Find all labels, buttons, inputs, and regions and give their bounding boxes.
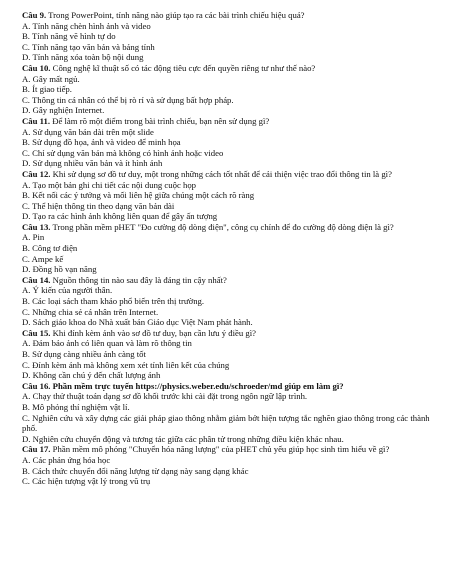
option-b: B. Mô phỏng thí nghiệm vật lí. (22, 401, 130, 412)
question-number: Câu 17. (22, 444, 51, 455)
option-b: B. Cách thức chuyển đổi năng lượng từ dạng này sang dạng khác (22, 465, 249, 476)
option-d: D. Sách giáo khoa do Nhà xuất bản Giáo dục Việt Nam phát hành. (22, 317, 253, 328)
question-17-text (22, 444, 432, 455)
question-10 (22, 63, 432, 116)
option-c: C. Tính năng tạo văn bản và bảng tính (22, 41, 155, 52)
option-a: A. Gây mất ngủ. (22, 73, 80, 84)
option-d: D. Tính năng xóa toàn bộ nội dung (22, 52, 144, 63)
question-stem: Công nghệ kĩ thuật số có tác động tiêu cực đến quyền riêng tư như thế nào? (50, 62, 316, 73)
question-number: Câu 10. (22, 62, 51, 73)
question-stem: Phần mềm mô phỏng "Chuyển hóa năng lượng" của pHET chủ yếu giúp học sinh tìm hiểu về gì? (50, 444, 390, 455)
option-a: A. Ý kiến của người thân. (22, 285, 113, 296)
option-b: B. Sử dụng đồ họa, ảnh và video để minh họa (22, 137, 181, 148)
question-stem: Khi đính kèm ảnh vào sơ đồ tư duy, bạn cần lưu ý điều gì? (50, 327, 256, 338)
option-c: C. Chỉ sử dụng văn bản mà không có hình ảnh hoặc video (22, 147, 224, 158)
option-c: C. Các hiện tượng vật lý trong vũ trụ (22, 476, 151, 487)
question-number: Câu 13. (22, 221, 51, 232)
option-a: A. Tạo một bản ghi chi tiết các nội dung cuộc họp (22, 179, 197, 190)
question-stem: Trong PowerPoint, tính năng nào giúp tạo ra các bài trình chiếu hiệu quả? (46, 10, 305, 20)
question-number: Câu 11. (22, 115, 51, 126)
question-16-text (22, 381, 432, 392)
option-b: B. Ít giao tiếp. (22, 84, 72, 95)
question-stem: Nguồn thông tin nào sau đây là đáng tin cậy nhất? (50, 274, 227, 285)
option-c: C. Thể hiện thông tin theo dạng văn bản dài (22, 200, 175, 211)
question-11-text (22, 116, 432, 127)
option-c: C. Thông tin cá nhân có thể bị rò rỉ và sử dụng bất hợp pháp. (22, 94, 234, 105)
question-stem: Khi sử dụng sơ đồ tư duy, một trong những cách tốt nhất để cải thiện việc trao đổi thông tin là gì? (50, 168, 392, 179)
option-c: C. Đính kèm ảnh mà không xem xét tính liên kết của chúng (22, 359, 230, 370)
option-a: A. Đảm bảo ảnh có liên quan và làm rõ thông tin (22, 338, 192, 349)
question-16 (22, 381, 432, 445)
option-d: D. Không cần chú ý đến chất lượng ảnh (22, 370, 161, 381)
option-d: D. Gây nghiện Internet. (22, 105, 105, 116)
option-a: A. Các phản ứng hóa học (22, 454, 111, 465)
question-11 (22, 116, 432, 169)
question-12-text (22, 169, 432, 180)
question-9-text (22, 10, 432, 21)
question-14 (22, 275, 432, 328)
question-14-text (22, 275, 432, 286)
option-a: A. Sử dụng văn bản dài trên một slide (22, 126, 154, 137)
option-d: D. Nghiên cứu chuyển động và tương tác giữa các phân tử trong những điều kiện khác nhau. (22, 433, 344, 444)
option-b: B. Các loại sách tham khảo phổ biến trên thị trường. (22, 296, 205, 307)
question-10-text (22, 63, 432, 74)
option-d: D. Đồng hồ vạn năng (22, 264, 97, 275)
question-15 (22, 328, 432, 381)
option-c: C. Ampe kế (22, 253, 64, 264)
question-number: Câu 14. (22, 274, 51, 285)
option-c: C. Những chia sẻ cá nhân trên Internet. (22, 306, 159, 317)
option-d: D. Sử dụng nhiều văn bản và ít hình ảnh (22, 158, 163, 169)
question-stem: Trong phần mềm pHET "Đo cường độ dòng điện", công cụ chính để đo cường độ dòng điện là gì? (50, 221, 394, 232)
question-13 (22, 222, 432, 275)
option-b: B. Tính năng vẽ hình tự do (22, 31, 116, 42)
question-13-text (22, 222, 432, 233)
question-stem: Để làm rõ một điểm trong bài trình chiếu, bạn nên sử dụng gì? (50, 115, 270, 126)
question-number: Câu 15. (22, 327, 51, 338)
question-number: Câu 16. Phần mềm trực tuyến https://physics.weber.edu/schroeder/md giúp em làm gì? (22, 380, 344, 391)
question-number: Câu 12. (22, 168, 51, 179)
question-12 (22, 169, 432, 222)
question-15-text (22, 328, 432, 339)
option-c: C. Nghiên cứu và xây dựng các giải pháp giao thông nhằm giảm bớt hiện tượng tắc nghẽn giao thông trong các thành phố. (22, 412, 430, 434)
option-a: A. Chạy thử thuật toán dạng sơ đồ khối trước khi cài đặt trong ngôn ngữ lập trình. (22, 391, 308, 402)
option-a: A. Pin (22, 232, 45, 243)
question-9 (22, 10, 432, 63)
option-b: B. Sử dụng càng nhiều ảnh càng tốt (22, 349, 146, 359)
option-b: B. Kết nối các ý tưởng và mối liên hệ giữa chúng một cách rõ ràng (22, 190, 255, 201)
option-a: A. Tính năng chèn hình ảnh và video (22, 20, 151, 31)
option-d: D. Tạo ra các hình ảnh không liên quan để gây ấn tượng (22, 211, 218, 222)
option-b: B. Công tơ điện (22, 243, 78, 254)
question-17 (22, 444, 432, 486)
question-number: Câu 9. (22, 10, 47, 20)
